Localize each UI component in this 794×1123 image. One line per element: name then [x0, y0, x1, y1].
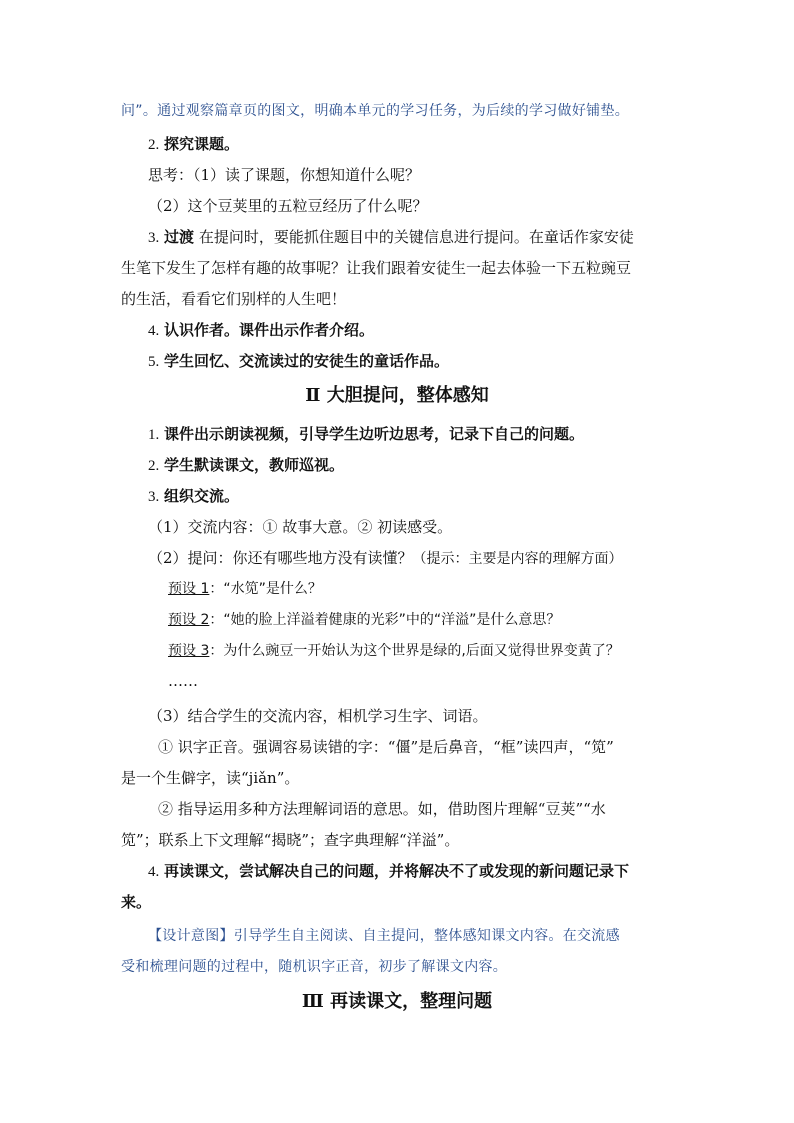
list-item-reread: [148, 860, 629, 883]
list-item-silent-read: [148, 454, 344, 477]
item-text: 学生默读课文，教师巡视。: [164, 456, 345, 474]
transition-text: 在提问时，要能抓住题目中的关键信息进行提问。在童话作家安徒: [194, 228, 634, 246]
preset-3: [168, 640, 620, 662]
ellipsis: ……: [168, 672, 198, 690]
preset-label: 预设 1: [168, 581, 210, 597]
item-number: 2.: [148, 137, 160, 153]
item-number: 5.: [148, 354, 160, 370]
discuss-sub-1: （1）交流内容：① 故事大意。② 初读感受。: [148, 518, 453, 536]
discuss-sub-2: [148, 547, 623, 570]
item-number: 4.: [148, 864, 160, 880]
item-text: 再读课文，尝试解决自己的问题，并将解决不了或发现的新问题记录下: [164, 862, 630, 880]
list-item-recall: [148, 350, 449, 373]
item-number: 1.: [148, 427, 160, 443]
literacy-point-1-line2: 是一个生僻字，读“jiǎn”。: [121, 769, 300, 787]
item-number: 3.: [148, 489, 160, 505]
design-intent-line1: 【设计意图】引导学生自主阅读、自主提问，整体感知课文内容。在交流感: [148, 928, 620, 944]
transition-label: 过渡: [164, 228, 195, 246]
item-text: 探究课题。: [164, 135, 240, 153]
preset-label: 预设 3: [168, 643, 210, 659]
item-text: 组织交流。: [164, 487, 240, 505]
preset-text: ：“水笕”是什么？: [209, 581, 322, 597]
section-heading-3: Ⅲ 再读课文，整理问题: [301, 991, 493, 1012]
transition-text-line3: 的生活，看看它们别样的人生吧！: [121, 290, 347, 308]
question-prompt: （2）提问：你还有哪些地方没有读懂？: [148, 549, 413, 567]
list-item-explore-topic: [148, 133, 239, 156]
preset-label: 预设 2: [168, 612, 210, 628]
preset-2: [168, 609, 560, 631]
design-intent-line2: 受和梳理问题的过程中，随机识字正音，初步了解课文内容。: [121, 959, 508, 975]
literacy-point-2-line2: 笕”；联系上下文理解“揭晓”；查字典理解“洋溢”。: [121, 831, 460, 849]
list-item-transition: [148, 226, 634, 249]
list-item-discuss: [148, 485, 239, 508]
discuss-sub-3: （3）结合学生的交流内容，相机学习生字、词语。: [148, 707, 488, 725]
hint-text: （提示：主要是内容的理解方面）: [412, 551, 623, 567]
item-number: 3.: [148, 230, 160, 246]
think-question-2: （2）这个豆荚里的五粒豆经历了什么呢？: [148, 197, 428, 215]
item-text: 认识作者。课件出示作者介绍。: [164, 321, 375, 339]
think-question-1: 思考：（1）读了课题，你想知道什么呢？: [148, 166, 421, 184]
transition-text-line2: 生笔下发生了怎样有趣的故事呢？让我们跟着安徒生一起去体验一下五粒豌豆: [121, 259, 632, 277]
list-item-video: [148, 423, 584, 446]
preset-text: ：“她的脸上洋溢着健康的光彩”中的“洋溢”是什么意思？: [209, 612, 561, 628]
item-text: 学生回忆、交流读过的安徒生的童话作品。: [164, 352, 450, 370]
item-text: 课件出示朗读视频，引导学生边听边思考，记录下自己的问题。: [164, 425, 585, 443]
section-heading-2: Ⅱ 大胆提问，整体感知: [305, 385, 489, 406]
preset-1: [168, 578, 322, 600]
list-item-author: [148, 319, 374, 342]
preset-text: ：为什么豌豆一开始认为这个世界是绿的,后面又觉得世界变黄了？: [209, 643, 620, 659]
literacy-point-2: ② 指导运用多种方法理解词语的意思。如，借助图片理解“豆荚”“水: [158, 800, 606, 818]
item-number: 2.: [148, 458, 160, 474]
item-number: 4.: [148, 323, 160, 339]
intro-tail-text: 问”。通过观察篇章页的图文，明确本单元的学习任务，为后续的学习做好铺垫。: [121, 103, 630, 119]
reread-line2: 来。: [121, 893, 152, 911]
literacy-point-1: ① 识字正音。强调容易读错的字：“僵”是后鼻音，“框”读四声，“笕”: [158, 738, 614, 756]
